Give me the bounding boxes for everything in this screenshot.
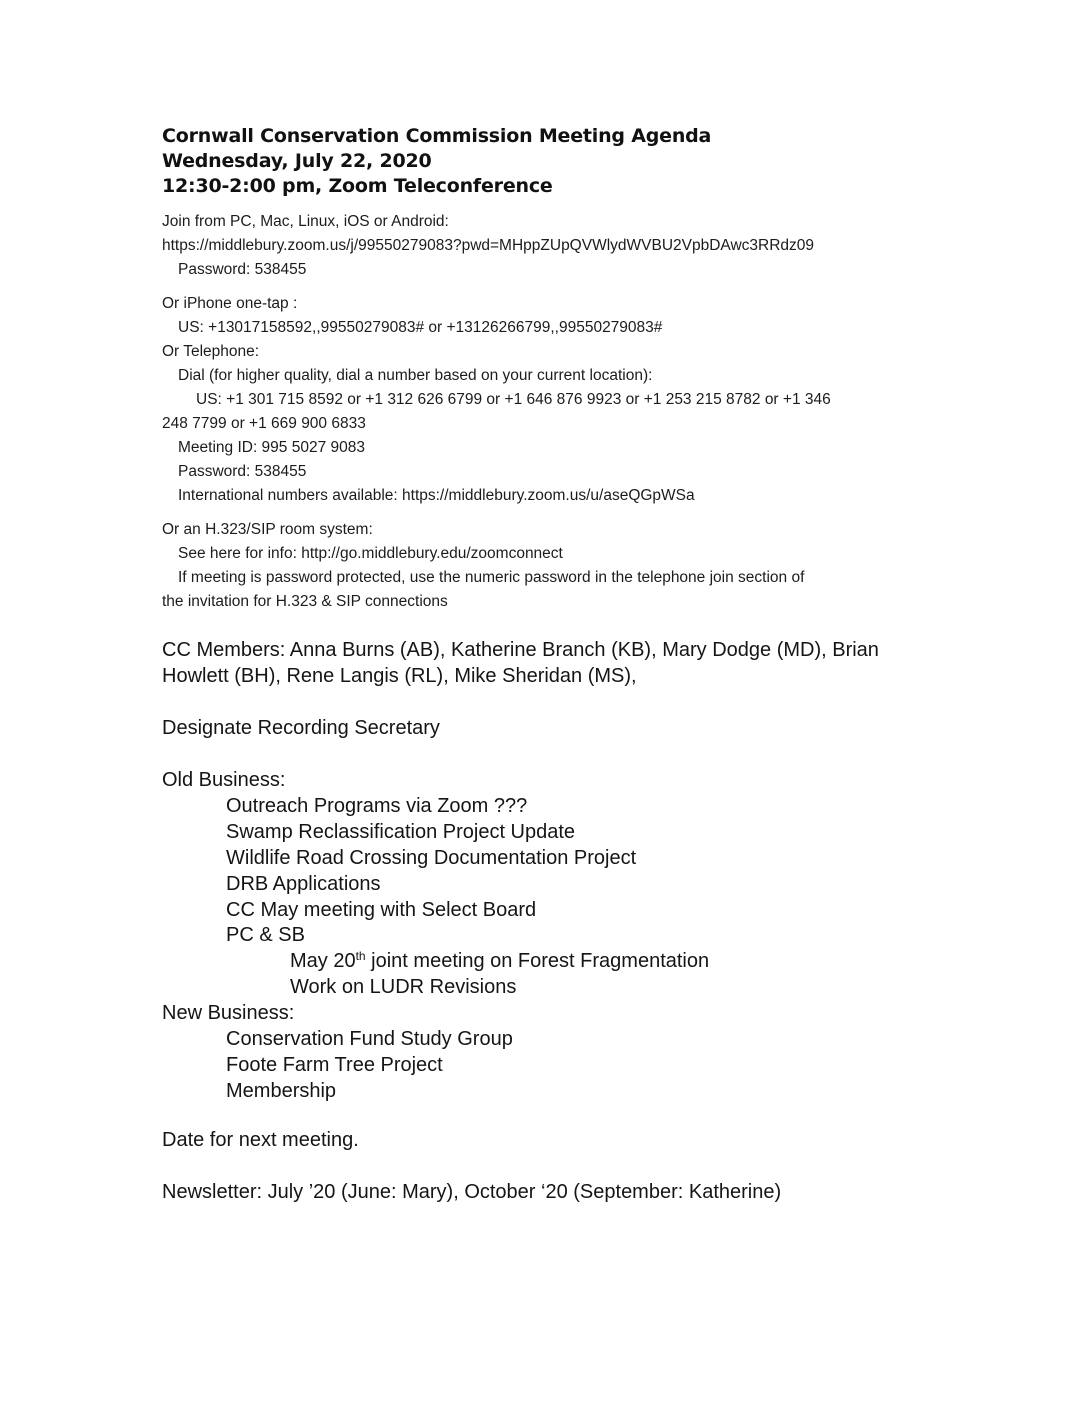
list-item: PC & SB bbox=[226, 924, 305, 947]
list-item: Swamp Reclassification Project Update bbox=[226, 820, 576, 843]
newsletter: Newsletter: July ’20 (June: Mary), October ‘20 (September: Katherine) bbox=[162, 1181, 782, 1203]
new-business-heading: New Business: bbox=[162, 1002, 295, 1025]
ludr-item: Work on LUDR Revisions bbox=[290, 976, 517, 999]
agenda-header bbox=[162, 124, 922, 199]
phone-password: Password: 538455 bbox=[178, 463, 307, 480]
joint-meeting-date: May 20 bbox=[290, 950, 356, 973]
list-item: Foote Farm Tree Project bbox=[226, 1053, 443, 1076]
list-item: Wildlife Road Crossing Documentation Project bbox=[226, 846, 637, 869]
sip-note-line1: If meeting is password protected, use the numeric password in the telephone join section of bbox=[178, 569, 805, 586]
dial-instructions: Dial (for higher quality, dial a number based on your current location): bbox=[178, 367, 653, 384]
join-password: Password: 538455 bbox=[178, 261, 307, 278]
members-line1: CC Members: Anna Burns (AB), Katherine Branch (KB), Mary Dodge (MD), Brian bbox=[162, 639, 879, 661]
list-item: DRB Applications bbox=[226, 872, 381, 895]
meeting-date: Wednesday, July 22, 2020 bbox=[162, 150, 432, 172]
dial-numbers-line2: 248 7799 or +1 669 900 6833 bbox=[162, 415, 366, 432]
iphone-telephone-section bbox=[162, 292, 942, 508]
meeting-time-location: 12:30-2:00 pm, Zoom Teleconference bbox=[162, 175, 553, 197]
international-numbers-link[interactable]: International numbers available: https://middlebury.zoom.us/u/aseQGpWSa bbox=[178, 487, 695, 504]
iphone-heading: Or iPhone one-tap : bbox=[162, 295, 298, 312]
list-item: CC May meeting with Select Board bbox=[226, 898, 537, 921]
recording-secretary: Designate Recording Secretary bbox=[162, 717, 440, 739]
joint-meeting-ordinal: th bbox=[355, 949, 366, 964]
iphone-numbers[interactable]: US: +13017158592,,99550279083# or +13126266799,,99550279083# bbox=[178, 319, 663, 336]
members-paragraph bbox=[162, 637, 932, 689]
dial-numbers-line1: US: +1 301 715 8592 or +1 312 626 6799 or +1 646 876 9923 or +1 253 215 8782 or +1 346 bbox=[196, 391, 831, 408]
next-meeting: Date for next meeting. bbox=[162, 1129, 359, 1151]
joint-meeting-item bbox=[162, 949, 932, 975]
sip-info-link[interactable]: See here for info: http://go.middlebury.edu/zoomconnect bbox=[178, 545, 563, 562]
meeting-id: Meeting ID: 995 5027 9083 bbox=[178, 439, 365, 456]
joint-meeting-topic: joint meeting on Forest Fragmentation bbox=[365, 950, 710, 973]
telephone-heading: Or Telephone: bbox=[162, 343, 260, 360]
sip-note-line2: the invitation for H.323 & SIP connections bbox=[162, 593, 448, 610]
sip-heading: Or an H.323/SIP room system: bbox=[162, 521, 373, 538]
list-item: Outreach Programs via Zoom ??? bbox=[226, 794, 528, 817]
agenda-title: Cornwall Conservation Commission Meeting Agenda bbox=[162, 125, 712, 147]
agenda-items bbox=[162, 768, 932, 1105]
join-intro: Join from PC, Mac, Linux, iOS or Android: bbox=[162, 213, 449, 230]
join-url-link[interactable]: https://middlebury.zoom.us/j/99550279083?pwd=MHppZUpQVWlydWVBU2VpbDAwc3RRdz09 bbox=[162, 237, 815, 254]
members-line2: Howlett (BH), Rene Langis (RL), Mike Sheridan (MS), bbox=[162, 665, 637, 687]
sip-section bbox=[162, 518, 942, 614]
list-item: Conservation Fund Study Group bbox=[226, 1028, 513, 1051]
zoom-join-section bbox=[162, 210, 942, 282]
list-item: Membership bbox=[226, 1079, 337, 1102]
old-business-heading: Old Business: bbox=[162, 769, 286, 791]
